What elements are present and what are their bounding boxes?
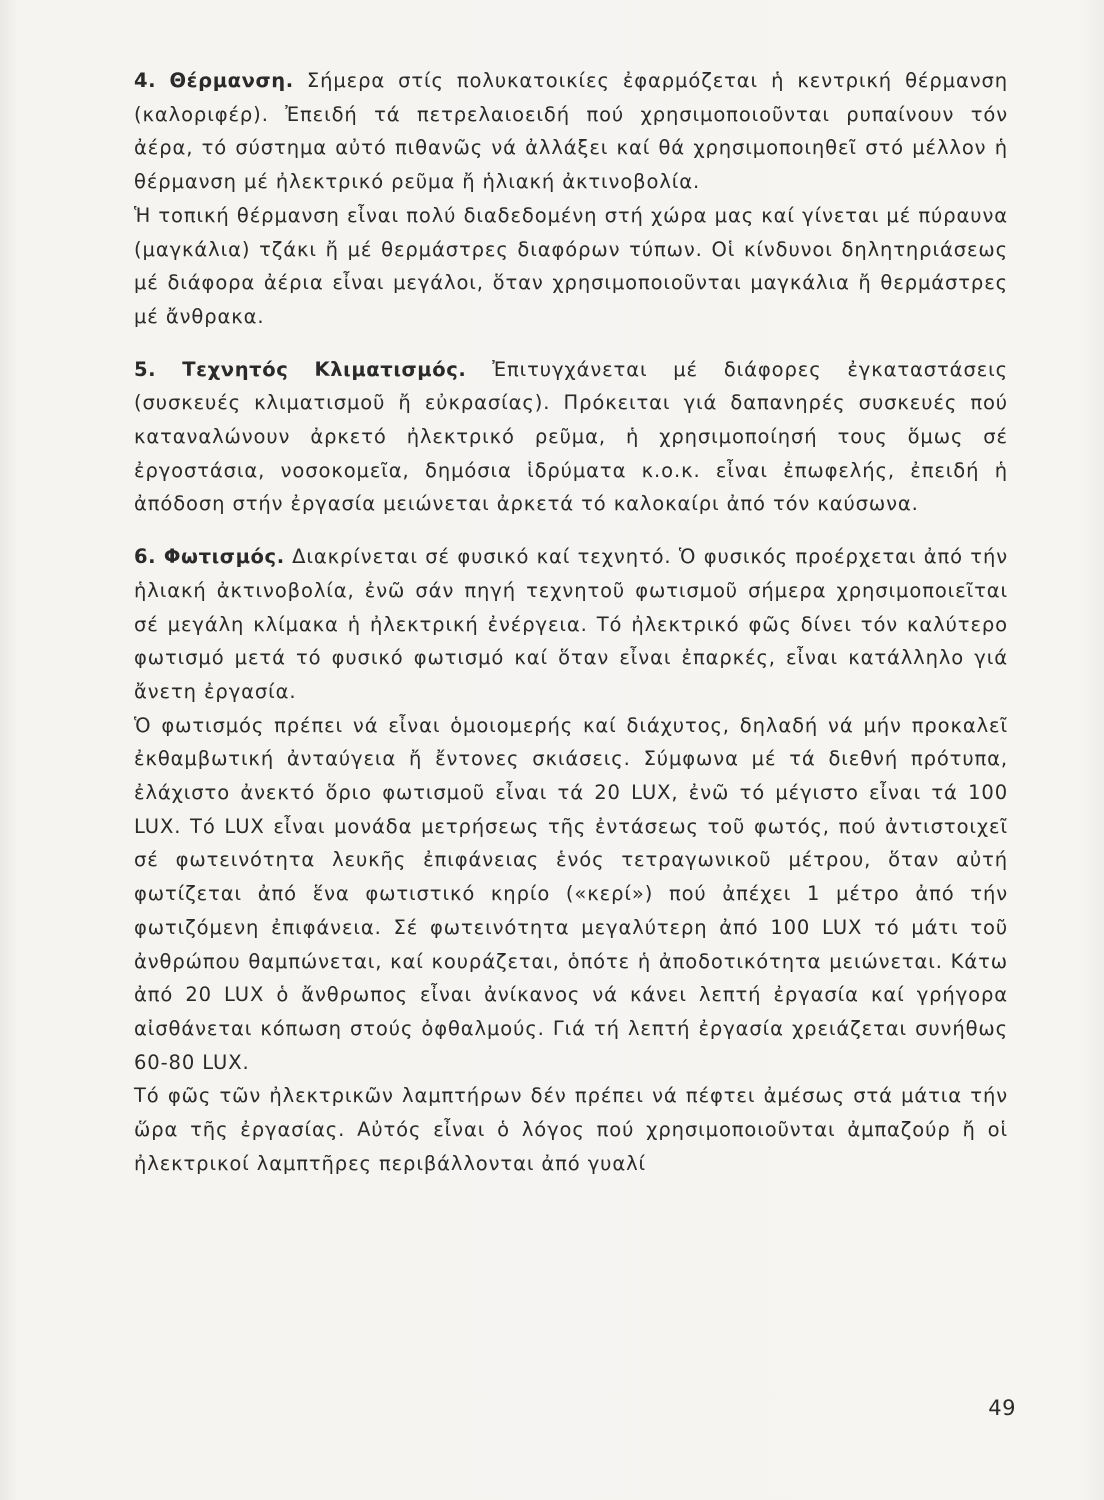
section-heading-lighting: 6. Φωτισμός. bbox=[134, 545, 285, 569]
section-heading-air-conditioning: 5. Τεχνητός Κλιματισμός. bbox=[134, 357, 467, 381]
section-lighting-paragraph-3: Τό φῶς τῶν ἠλεκτρικῶν λαμπτήρων δέν πρέπει νά πέφτει ἀμέσως στά μάτια τήν ὥρα τῆς ἐργασίας. Αὐτός εἶναι ὁ λόγος πού χρησιμοποιοῦνται ἀμπαζούρ ἤ οἱ ἠλεκτρικοί λαμπτῆρες περιβάλλονται ἀπό γυαλί bbox=[134, 1084, 1008, 1175]
section-lighting-paragraph-1 bbox=[134, 540, 1008, 709]
page-body bbox=[134, 64, 1008, 1181]
section-lighting-text-1: Διακρίνεται σέ φυσικό καί τεχνητό. Ὁ φυσικός προέρχεται ἀπό τήν ἡλιακή ἀκτινοβολία, ἐνῶ σάν πηγή τεχνητοῦ φωτισμοῦ σήμερα χρησιμοποιεῖται σέ μεγάλη κλίμακα ἡ ἠλεκτρική ἐνέργεια. Τό ἠλεκτρικό φῶς δίνει τόν καλύτερο φωτισμό μετά τό φυσικό φωτισμό καί ὅταν εἶναι ἐπαρκές, εἶναι κατάλληλο γιά ἄνετη ἐργασία. bbox=[134, 545, 1008, 703]
section-heating-paragraph-2: Ἡ τοπική θέρμανση εἶναι πολύ διαδεδομένη στή χώρα μας καί γίνεται μέ πύραυνα (μαγκάλια) τζάκι ἤ μέ θερμάστρες διαφόρων τύπων. Οἱ κίνδυνοι δηλητηριάσεως μέ διάφορα ἀέρια εἶναι μεγάλοι, ὅταν χρησιμοποιοῦνται μαγκάλια ἤ θερμάστρες μέ ἄνθρακα. bbox=[134, 203, 1008, 328]
section-heading-heating: 4. Θέρμανση. bbox=[134, 69, 294, 92]
section-heating-text-1: Σήμερα στίς πολυκατοικίες ἐφαρμόζεται ἡ κεντρική θέρμανση (καλοριφέρ). Ἐπειδή τά πετρελαιοειδή πού χρησιμοποιοῦνται ρυπαίνουν τόν ἀέρα, τό σύστημα αὐτό πιθανῶς νά ἀλλάξει καί θά χρησιμοποιηθεῖ στό μέλλον ἡ θέρμανση μέ ἠλεκτρικό ρεῦμα ἤ ἡλιακή ἀκτινοβολία. bbox=[134, 69, 1009, 194]
section-air-conditioning-text-1: Ἐπιτυγχάνεται μέ διάφορες ἐγκαταστάσεις (συσκευές κλιματισμοῦ ἤ εὐκρασίας). Πρόκειται γιά δαπανηρές συσκευές πού καταναλώνουν ἀρκετό ἠλεκτρικό ρεῦμα, ἡ χρησιμοποίησή τους ὅμως σέ ἐργοστάσια, νοσοκομεῖα, δημόσια ἱδρύματα κ.ο.κ. εἶναι ἐπωφελής, ἐπειδή ἡ ἀπόδοση στήν ἐργασία μειώνεται ἀρκετά τό καλοκαίρι ἀπό τόν καύσωνα. bbox=[134, 357, 1008, 516]
section-air-conditioning-paragraph-1 bbox=[134, 353, 1008, 522]
section-lighting-paragraph-2: Ὁ φωτισμός πρέπει νά εἶναι ὁμοιομερής καί διάχυτος, δηλαδή νά μήν προκαλεῖ ἐκθαμβωτική ἀνταύγεια ἤ ἔντονες σκιάσεις. Σύμφωνα μέ τά διεθνή πρότυπα, ἐλάχιστο ἀνεκτό ὅριο φωτισμοῦ εἶναι τά 20 LUX, ἐνῶ τό μέγιστο εἶναι τά 100 LUX. Τό LUX εἶναι μονάδα μετρήσεως τῆς ἐντάσεως τοῦ φωτός, πού ἀντιστοιχεῖ σέ φωτεινότητα λευκῆς ἐπιφάνειας ἑνός τετραγωνικοῦ μέτρου, ὅταν αὐτή φωτίζεται ἀπό ἕνα φωτιστικό κηρίο («κερί») πού ἀπέχει 1 μέτρο ἀπό τήν φωτιζόμενη ἐπιφάνεια. Σέ φωτεινότητα μεγαλύτερη ἀπό 100 LUX τό μάτι τοῦ ἀνθρώπου θαμπώνεται, καί κουράζεται, ὁπότε ἡ ἀποδοτικότητα μειώνεται. Κάτω ἀπό 20 LUX ὁ ἄνθρωπος εἶναι ἀνίκανος νά κάνει λεπτή ἐργασία καί γρήγορα αἰσθάνεται κόπωση στούς ὀφθαλμούς. Γιά τή λεπτή ἐργασία χρειάζεται συνήθως 60-80 LUX. bbox=[134, 713, 1008, 1074]
section-heating-paragraph-1 bbox=[134, 64, 1008, 199]
page-number: 49 bbox=[988, 1396, 1016, 1420]
